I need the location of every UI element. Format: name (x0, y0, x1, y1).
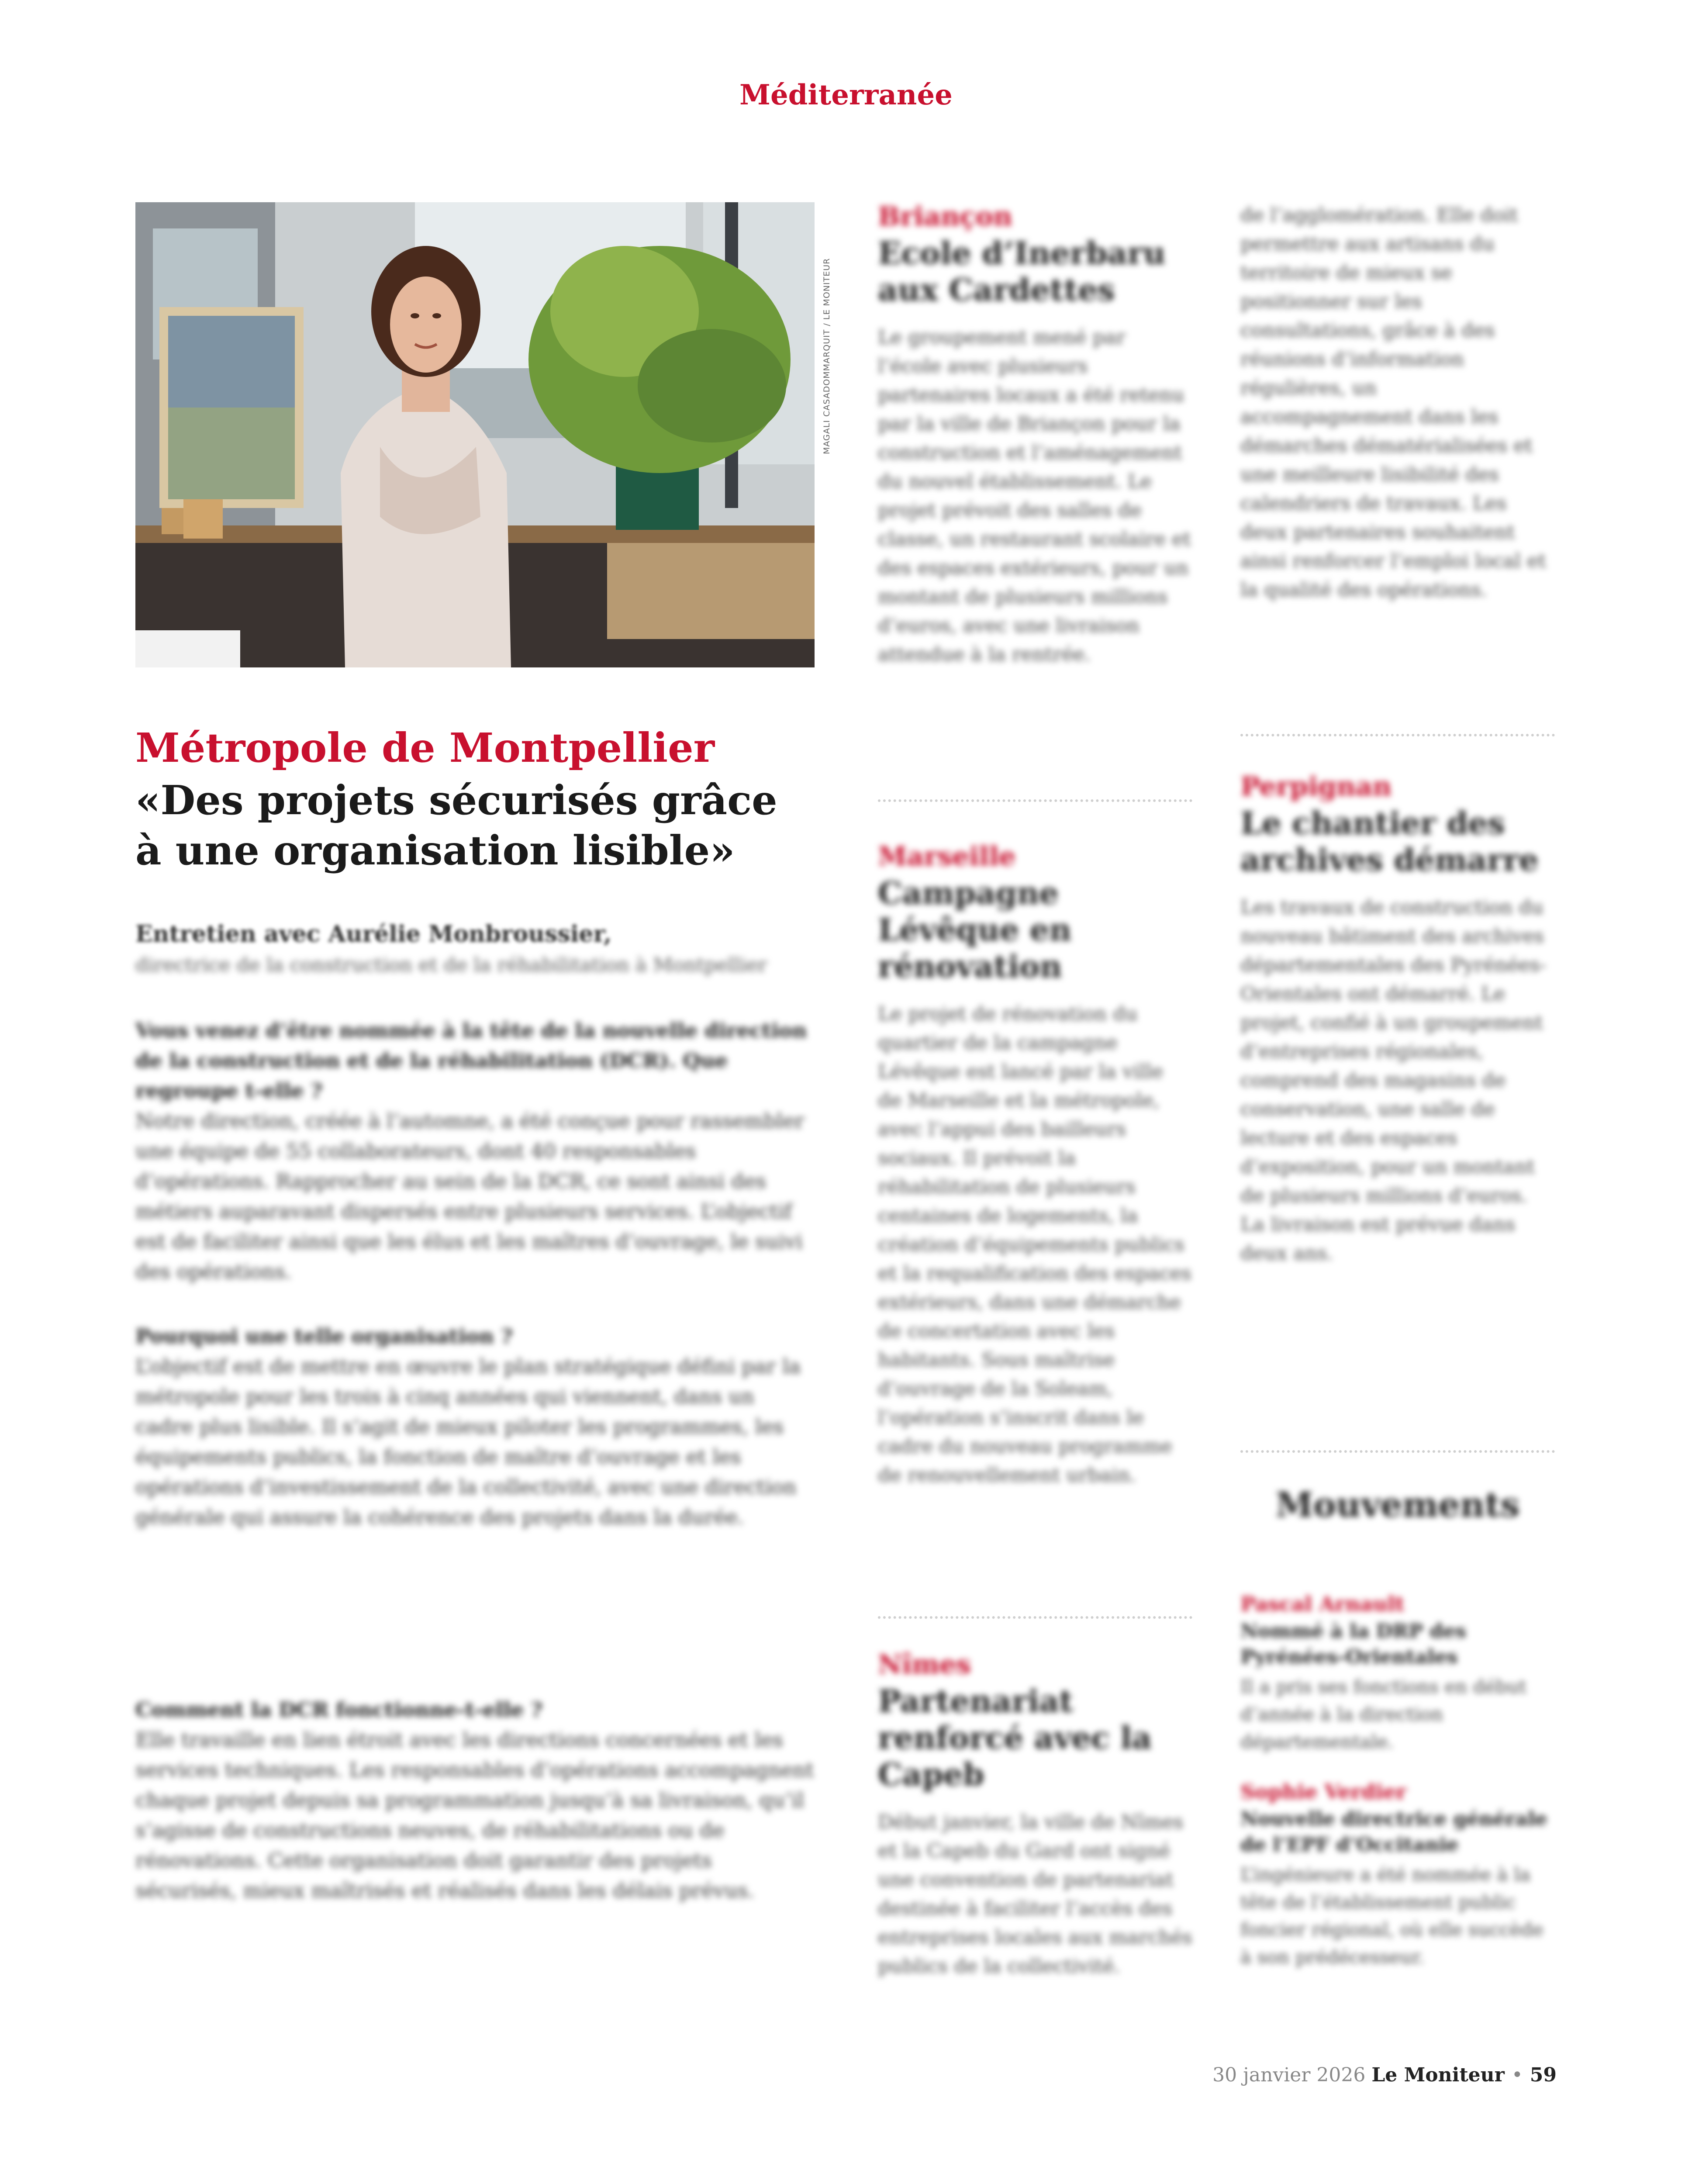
brief-title: Campagne Lévêque en rénovation (878, 875, 1072, 985)
brief-body: Le projet de rénovation du quartier de la campagne Lévêque est lancé par la ville de Marseille et la métropole, avec l’appui des bailleurs sociaux. Il prévoit la réhabilitation de plusieurs centaines de logements, la création d’équipements publics et la requalification des espaces extérieurs, dans une démarche de concertation avec les habitants. Sous maîtrise d’ouvrage de la Soleam, l’opération s’inscrit dans le cadre du nouveau programme de renouvellement urbain. (878, 1003, 1191, 1486)
column-separator (878, 799, 1192, 802)
brief-body: de l’agglomération. Elle doit permettre aux artisans du territoire de mieux se positionner sur les consultations, grâce à des réunions d’information régulières, un accompagnement dans les démarches dématérialisées et une meilleure lisibilité des calendriers de travaux. Les deux partenaires souhaitent ainsi renforcer l’emploi local et la qualité des opérations. (1240, 204, 1547, 601)
brief-briancon (878, 201, 1192, 669)
column-separator (1240, 734, 1555, 736)
answer-3: Elle travaille en lien étroit avec les directions concernées et les services techniques. Les responsables d’opérations accompagnent chaque projet depuis sa programmation jusqu’à sa livraison, qu’il s’agisse de constructions neuves, de réhabilitations ou de rénovations. Cette organisation doit garantir des projets sécurisés, mieux maîtrisés et réalisés dans les délais prévus. (135, 1728, 814, 1902)
mouvement-text: Il a pris ses fonctions en début d’année à la direction départementale. (1240, 1676, 1527, 1752)
mouvements-heading: Mouvements (1275, 1485, 1520, 1525)
section-label: Méditerranée (739, 79, 953, 111)
mouvement-text: L’ingénieure a été nommée à la tête de l’établissement public foncier régional, où elle succède à son prédécesseur. (1240, 1863, 1544, 1968)
question-2: Pourquoi une telle organisation ? (135, 1324, 513, 1348)
brief-nimes (878, 1649, 1192, 1981)
brief-body: Les travaux de construction du nouveau bâtiment des archives départementales des Pyrénées-Orientales ont démarré. Le projet, confié à un groupement d’entreprises régionales, comprend des magasins de conservation, une salle de lecture et des espaces d’exposition, pour un montant de plusieurs millions d’euros. La livraison est prévue dans deux ans. (1240, 896, 1547, 1265)
interview-rubric: Métropole de Montpellier (135, 724, 715, 771)
question-1: Vous venez d’être nommée à la tête de la nouvelle direction de la construction et de la réhabilitation (DCR). Que regroupe t-elle ? (135, 1019, 807, 1102)
brief-body: Le groupement mené par l’école avec plusieurs partenaires locaux a été retenu par la ville de Briançon pour la construction et l’aménagement du nouvel établissement. Le projet prévoit des salles de classe, un restaurant scolaire et des espaces extérieurs, pour un montant de plusieurs millions d’euros, avec une livraison attendue à la rentrée. (878, 326, 1191, 666)
column-separator (1240, 1450, 1555, 1453)
page-footer (1212, 2064, 1557, 2086)
brief-perpignan (1240, 771, 1555, 1268)
issue-date: 30 janvier 2026 (1212, 2064, 1366, 2086)
brief-kicker: Perpignan (1240, 771, 1392, 802)
brief-body: Début janvier, la ville de Nîmes et la Capeb du Gard ont signé une convention de partenariat destinée à faciliter l’accès des entreprises locales aux marchés publics de la collectivité. (878, 1811, 1192, 1977)
brief-kicker: Nîmes (878, 1649, 971, 1680)
mouvement-name: Pascal Arnault (1240, 1592, 1405, 1616)
footer-separator: • (1511, 2064, 1523, 2086)
brief-title: Partenariat renforcé avec la Capeb (878, 1683, 1152, 1793)
intro-role: directrice de la construction et de la réhabilitation à Montpellier (135, 954, 767, 976)
intro-byline: Entretien avec Aurélie Monbroussier, (135, 921, 612, 947)
mouvement-item (1240, 1780, 1555, 1971)
column-separator (878, 1616, 1192, 1619)
magazine-name: Le Moniteur (1371, 2064, 1505, 2086)
portrait-photo (135, 202, 815, 667)
photo-credit: MAGALI CASADOMMARQUIT / LE MONITEUR (822, 258, 832, 454)
page-number: 59 (1530, 2064, 1557, 2086)
interview-title: «Des projets sécurisés grâce à une organisation lisible» (135, 777, 777, 874)
brief-title: Le chantier des archives démarre (1240, 805, 1539, 878)
brief-nimes-continued (1240, 201, 1555, 605)
mouvement-role: Nommé à la DRP des Pyrénées-Orientales (1240, 1620, 1467, 1669)
mouvement-role: Nouvelle directrice générale de l’EPF d’Occitanie (1240, 1808, 1547, 1856)
mouvement-item (1240, 1592, 1555, 1755)
brief-marseille (878, 841, 1192, 1490)
answer-2: L’objectif est de mettre en œuvre le plan stratégique défini par la métropole pour les trois à cinq années qui viennent, dans un cadre plus lisible. Il s’agit de mieux piloter les programmes, les équipements publics, la fonction de maître d’ouvrage et les opérations d’investissement de la collectivité, avec une direction générale qui assure la cohérence des projets dans la durée. (135, 1355, 801, 1529)
qa-block-3 (135, 1695, 817, 1906)
qa-block-1 (135, 1016, 817, 1287)
answer-1: Notre direction, créée à l’automne, a été conçue pour rassembler une équipe de 55 collaborateurs, dont 40 responsables d’opérations. Rapprocher au sein de la DCR, ce sont ainsi des métiers auparavant dispersés entre plusieurs services. L’objectif est de faciliter ainsi que les élus et les maîtres d’ouvrage, le suivi des opérations. (135, 1109, 805, 1283)
brief-kicker: Marseille (878, 841, 1016, 872)
mouvement-name: Sophie Verdier (1240, 1780, 1407, 1804)
interview-intro (135, 919, 817, 978)
brief-kicker: Briançon (878, 201, 1012, 232)
qa-block-2 (135, 1321, 817, 1532)
question-3: Comment la DCR fonctionne-t-elle ? (135, 1698, 543, 1721)
brief-title: Ecole d’Inerbaru aux Cardettes (878, 235, 1166, 308)
